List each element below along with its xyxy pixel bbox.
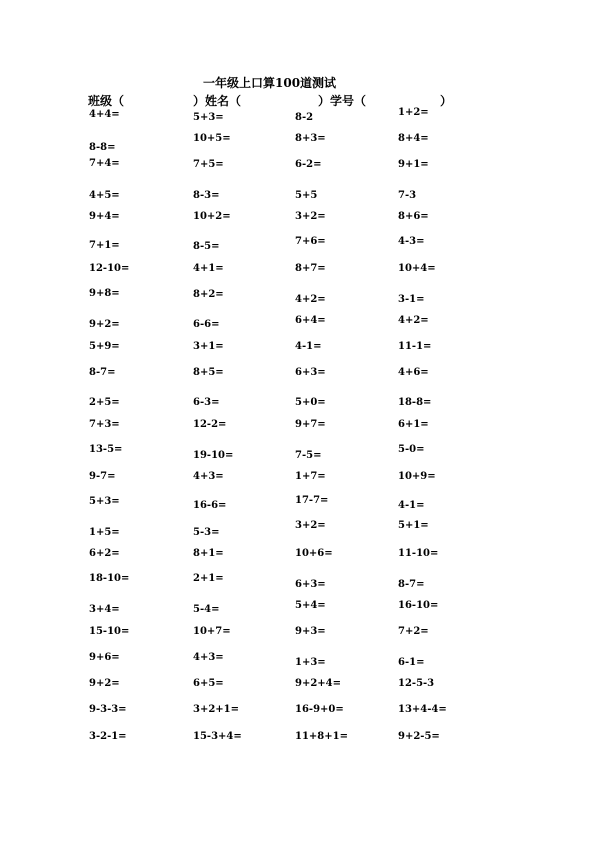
problem-r5-c1: 9+4= — [89, 211, 120, 222]
problem-r7-c4: 10+4= — [398, 263, 436, 274]
problem-r10-c4: 11-1= — [398, 341, 432, 352]
name-label: ）姓名（ — [193, 94, 242, 108]
problem-r3-c1: 7+4= — [89, 158, 120, 169]
problem-r17-c2: 5-3= — [193, 527, 220, 538]
problem-r6-c3: 7+6= — [295, 236, 326, 247]
problem-r24-c4: 13+4-4= — [398, 704, 447, 715]
problem-r16-c1: 5+3= — [89, 496, 120, 507]
problem-r4-c4: 7-3 — [398, 190, 417, 201]
problem-r6-c1: 7+1= — [89, 240, 120, 251]
problem-r21-c4: 7+2= — [398, 626, 429, 637]
problem-r19-c2: 2+1= — [193, 573, 224, 584]
problem-r12-c1: 2+5= — [89, 397, 120, 408]
problem-r3-c2: 7+5= — [193, 159, 224, 170]
problem-r2-c1: 8-8= — [89, 142, 116, 153]
problem-r14-c3: 7-5= — [295, 450, 322, 461]
problem-r20-c3: 5+4= — [295, 600, 326, 611]
problem-r22-c4: 6-1= — [398, 657, 425, 668]
problem-r6-c2: 8-5= — [193, 241, 220, 252]
problem-r17-c4: 5+1= — [398, 520, 429, 531]
problem-r7-c1: 12-10= — [89, 263, 130, 274]
problem-r19-c3: 6+3= — [295, 579, 326, 590]
problem-r23-c2: 6+5= — [193, 678, 224, 689]
problem-r1-c3: 8-2 — [295, 112, 314, 123]
problem-r18-c4: 11-10= — [398, 548, 439, 559]
problem-r4-c2: 8-3= — [193, 190, 220, 201]
problem-r12-c2: 6-3= — [193, 397, 220, 408]
page-title: 一年级上口算100道测试 — [203, 76, 337, 90]
problem-r18-c3: 10+6= — [295, 548, 333, 559]
problem-r11-c2: 8+5= — [193, 367, 224, 378]
problem-r22-c2: 4+3= — [193, 652, 224, 663]
problem-r25-c3: 11+8+1= — [295, 731, 348, 742]
problem-r23-c1: 9+2= — [89, 678, 120, 689]
problem-r6-c4: 4-3= — [398, 236, 425, 247]
problem-r9-c3: 6+4= — [295, 315, 326, 326]
problem-r4-c1: 4+5= — [89, 190, 120, 201]
problem-r21-c2: 10+7= — [193, 626, 231, 637]
problem-r14-c1: 13-5= — [89, 444, 123, 455]
problem-r5-c2: 10+2= — [193, 211, 231, 222]
problem-r12-c3: 5+0= — [295, 397, 326, 408]
problem-r10-c2: 3+1= — [193, 341, 224, 352]
problem-r16-c2: 16-6= — [193, 500, 227, 511]
problem-r24-c1: 9-3-3= — [89, 704, 127, 715]
problem-r18-c2: 8+1= — [193, 548, 224, 559]
problem-r25-c2: 15-3+4= — [193, 731, 242, 742]
problem-r9-c4: 4+2= — [398, 315, 429, 326]
class-label: 班级（ — [88, 94, 125, 108]
problem-r13-c3: 9+7= — [295, 419, 326, 430]
problem-r1-c2: 5+3= — [193, 112, 224, 123]
problem-r15-c3: 1+7= — [295, 471, 326, 482]
problem-r15-c4: 10+9= — [398, 471, 436, 482]
problem-r24-c3: 16-9+0= — [295, 704, 344, 715]
problem-r16-c3: 17-7= — [295, 495, 329, 506]
problem-r8-c3: 4+2= — [295, 294, 326, 305]
problem-r8-c4: 3-1= — [398, 294, 425, 305]
problem-r25-c1: 3-2-1= — [89, 731, 127, 742]
problem-r18-c1: 6+2= — [89, 548, 120, 559]
problem-r13-c4: 6+1= — [398, 419, 429, 430]
problem-r2-c4: 8+4= — [398, 133, 429, 144]
problem-r10-c3: 4-1= — [295, 341, 322, 352]
problem-r15-c1: 9-7= — [89, 471, 116, 482]
problem-r5-c4: 8+6= — [398, 211, 429, 222]
problem-r24-c2: 3+2+1= — [193, 704, 240, 715]
problem-r1-c4: 1+2= — [398, 107, 429, 118]
problem-r7-c3: 8+7= — [295, 263, 326, 274]
problem-r3-c3: 6-2= — [295, 159, 322, 170]
problem-r7-c2: 4+1= — [193, 263, 224, 274]
problem-r3-c4: 9+1= — [398, 159, 429, 170]
problem-r11-c1: 8-7= — [89, 367, 116, 378]
problem-r21-c1: 15-10= — [89, 626, 130, 637]
problem-r4-c3: 5+5 — [295, 190, 318, 201]
problem-r20-c2: 5-4= — [193, 604, 220, 615]
problem-r5-c3: 3+2= — [295, 211, 326, 222]
problem-r8-c1: 9+8= — [89, 288, 120, 299]
closing-paren: ） — [440, 94, 453, 108]
problem-r2-c2: 10+5= — [193, 133, 231, 144]
problem-r23-c3: 9+2+4= — [295, 678, 342, 689]
problem-r21-c3: 9+3= — [295, 626, 326, 637]
problem-r22-c3: 1+3= — [295, 657, 326, 668]
problem-r1-c1: 4+4= — [89, 109, 120, 120]
problem-r15-c2: 4+3= — [193, 471, 224, 482]
problem-r9-c1: 9+2= — [89, 319, 120, 330]
problem-r17-c1: 1+5= — [89, 527, 120, 538]
problem-r19-c4: 8-7= — [398, 579, 425, 590]
problem-r22-c1: 9+6= — [89, 652, 120, 663]
student-id-label: ）学号（ — [318, 94, 367, 108]
problem-r9-c2: 6-6= — [193, 319, 220, 330]
problem-r17-c3: 3+2= — [295, 520, 326, 531]
problem-r20-c4: 16-10= — [398, 600, 439, 611]
problem-r16-c4: 4-1= — [398, 500, 425, 511]
problem-r13-c2: 12-2= — [193, 419, 227, 430]
problem-r23-c4: 12-5-3 — [398, 678, 435, 689]
problem-r11-c3: 6+3= — [295, 367, 326, 378]
problem-r19-c1: 18-10= — [89, 573, 130, 584]
problem-r20-c1: 3+4= — [89, 604, 120, 615]
problem-r10-c1: 5+9= — [89, 341, 120, 352]
problem-r8-c2: 8+2= — [193, 289, 224, 300]
problem-r13-c1: 7+3= — [89, 419, 120, 430]
problem-r12-c4: 18-8= — [398, 397, 432, 408]
problem-r14-c4: 5-0= — [398, 444, 425, 455]
problem-r25-c4: 9+2-5= — [398, 731, 440, 742]
problem-r11-c4: 4+6= — [398, 367, 429, 378]
problem-r14-c2: 19-10= — [193, 450, 234, 461]
problem-r2-c3: 8+3= — [295, 133, 326, 144]
